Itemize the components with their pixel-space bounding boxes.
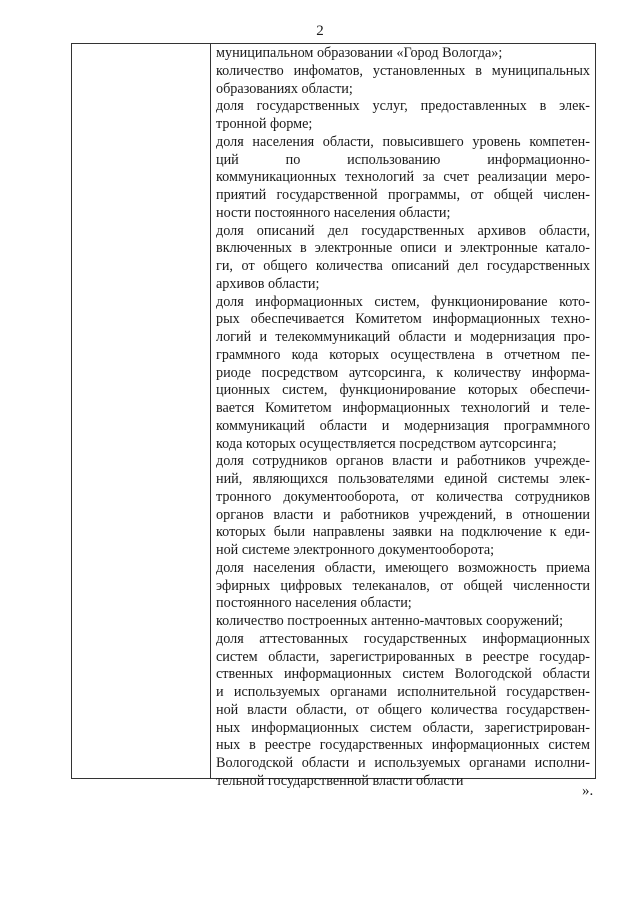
text-line: муниципальном образовании «Город Вологда»; [216, 45, 503, 61]
table-right-cell [216, 45, 590, 791]
text-line: ственных информационных систем Вологодской области [216, 666, 590, 683]
text-line: ных в реестре государственных информационных систем [216, 737, 590, 754]
text-line: Вологодской области и используемых органами исполни- [216, 755, 590, 771]
text-line: ной системе электронного документооборота; [216, 542, 495, 558]
text-line: граммного кода которых осуществлена в отчетном пе- [216, 346, 590, 363]
text-line: и используемых органами исполнительной государствен- [216, 684, 590, 700]
text-line: доля населения области, имеющего возможность приема [216, 559, 590, 576]
text-line: кода которых осуществляется посредством аутсорсинга; [216, 435, 557, 452]
text-line: ций по использованию информационно- [216, 151, 590, 168]
text-line: доля информационных систем, функционирование кото- [216, 293, 590, 310]
text-line: органов власти и работников учреждений, в отношении [216, 506, 590, 523]
text-line: количество построенных антенно-мачтовых сооружений; [216, 613, 564, 629]
text-line: тельной государственной власти области [216, 772, 464, 789]
text-line: логий и телекоммуникаций области и модернизация про- [216, 329, 590, 345]
text-line: ной власти области, от общего количества государствен- [216, 701, 590, 718]
text-line: ности постоянного населения области; [216, 204, 451, 221]
indicators-table [71, 43, 596, 789]
text-line: тронного документооборота, от количества сотрудников [216, 488, 590, 505]
text-line: которых были направлены заявки на подключение к еди- [216, 524, 590, 541]
table-left-cell [72, 44, 210, 778]
text-line: ги, от общего количества описаний дел государственных [216, 258, 590, 274]
text-line: количество инфоматов, установленных в муниципальных [216, 62, 590, 79]
text-line: тронной форме; [216, 116, 313, 132]
text-line: приятий государственной программы, от общей числен- [216, 187, 590, 203]
text-line: доля описаний дел государственных архивов области, [216, 222, 590, 239]
text-line: коммуникационных технологий за счет реализации меро- [216, 169, 590, 186]
text-line: ных информационных систем области, зарегистрирован- [216, 719, 590, 736]
text-line: доля населения области, повысившего уровень компетен- [216, 133, 590, 150]
text-line: эфирных цифровых телеканалов, от общей численности [216, 577, 590, 594]
closing-quote-mark: ». [582, 783, 594, 799]
text-line: постоянного населения области; [216, 595, 412, 612]
text-line: доля сотрудников органов власти и работников учрежде- [216, 453, 590, 470]
column-divider [210, 44, 211, 778]
text-line: доля государственных услуг, предоставленных в элек- [216, 98, 590, 115]
text-line: образованиях области; [216, 80, 353, 97]
text-line: коммуникаций области и модернизация программного [216, 417, 590, 434]
text-line: ний, являющихся пользователями единой системы элек- [216, 471, 590, 487]
text-line: вается Комитетом информационных технологий и теле- [216, 400, 590, 416]
text-line: архивов области; [216, 275, 320, 292]
text-line: рых обеспечивается Комитетом информационных техно- [216, 311, 590, 328]
page-number: 2 [316, 23, 324, 39]
text-line: включенных в электронные описи и электронные катало- [216, 240, 590, 257]
text-line: риоде посредством аутсорсинга, к количеству информа- [216, 364, 590, 381]
text-line: ционных систем, функционирование которых обеспечи- [216, 382, 590, 399]
text-line: систем области, зарегистрированных в реестре государ- [216, 648, 590, 665]
text-line: доля аттестованных государственных информационных [216, 630, 590, 647]
